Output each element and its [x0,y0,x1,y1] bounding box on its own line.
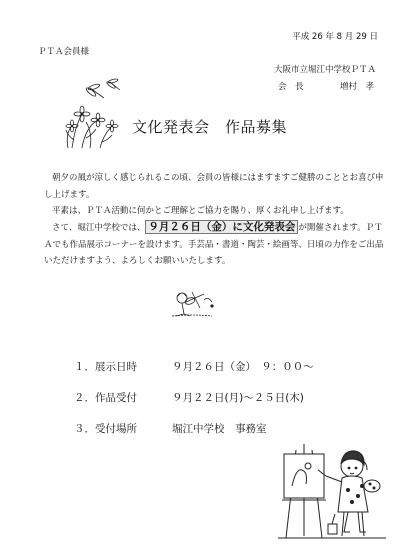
flowers-dragonflies-illustration [60,80,140,150]
item-value: 堀江中学校 事務室 [172,423,267,435]
announcement-text-end: が開催されます。ＰＴＡでも作品展示コーナーを設けます。手芸品・書道・陶芸・絵画等、日頃の力作をご出品いただけますよう、よろしくお願いいたします。 [44,223,384,266]
thanks-paragraph [44,203,384,220]
announcement-text-start: さて、堀江中学校では、 [52,223,146,233]
recipient-line: ＰＴＡ会員様 [38,47,90,57]
item-label: ２．作品受付 [74,392,137,404]
item-value: ９月２２日(月)～２５日(木) [172,392,304,404]
thanks-text: 平素は、ＰＴＡ活動に何かとご理解とご協力を賜り、厚くお礼申し上げます。 [52,206,349,216]
girl-painting-illustration [278,440,388,540]
chairman-line [278,80,388,92]
page-title: 文化発表会 作品募集 [132,118,288,136]
organization-name: 大阪市立堀江中学校ＰＴＡ [273,65,376,75]
chairman-name: 増村 孝 [340,82,375,92]
greeting-text: 朝夕の風が涼しく感じられるこの頃、会員の皆様にはますますご健勝のこととお喜び申し上げます。 [44,173,384,200]
item-label: ３．受付場所 [74,423,137,435]
greeting-paragraph [44,170,384,203]
violin-player-illustration [168,290,218,318]
announcement-paragraph [44,219,384,270]
item-label: １．展示日時 [74,361,137,373]
item-value: ９月２６日（金） ９：００～ [172,361,314,373]
document-date: 平成 26 年 8 月 29 日 [292,32,378,42]
event-date-highlight: ９月２６日（金）に文化発表会 [145,220,298,234]
chairman-role: 会 長 [278,82,304,92]
